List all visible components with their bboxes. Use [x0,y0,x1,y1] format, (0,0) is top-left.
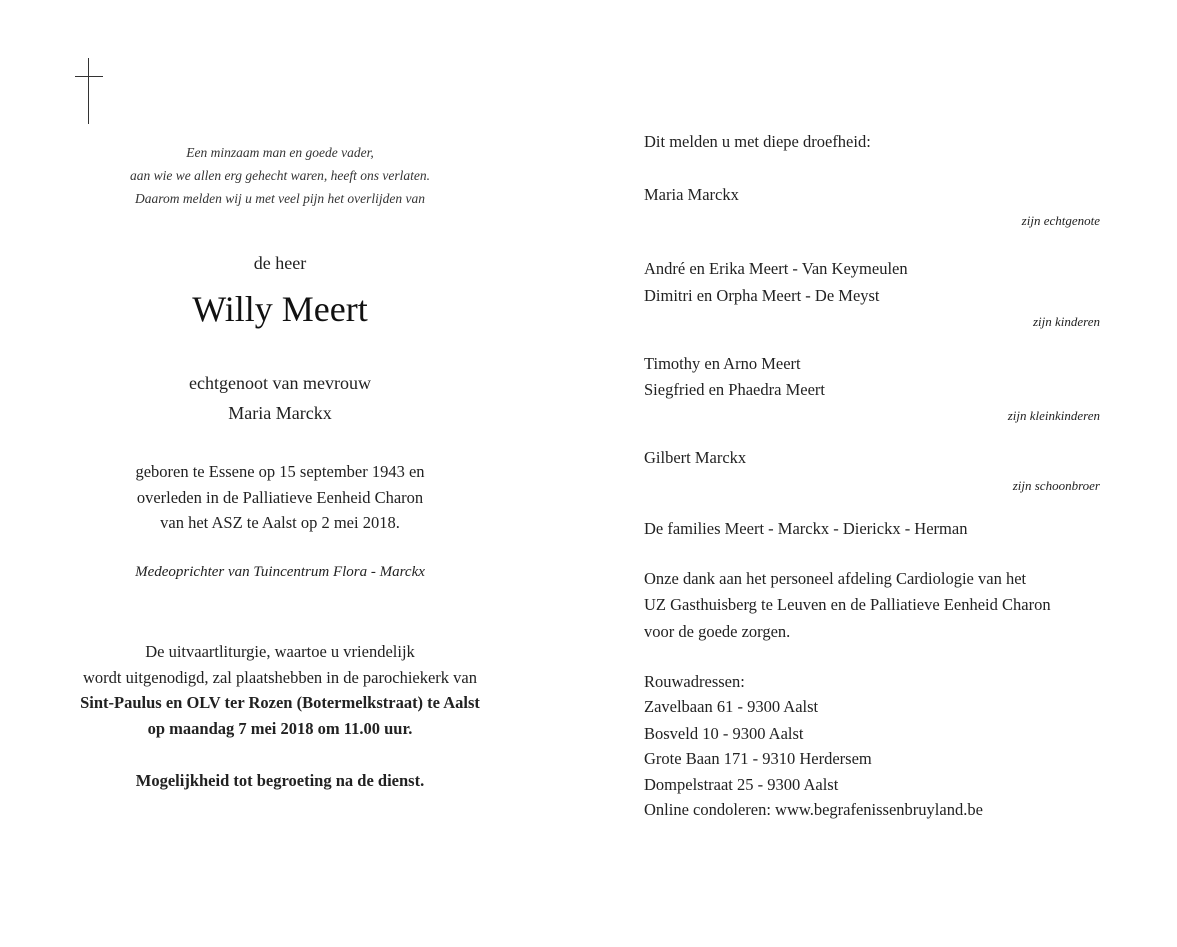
thanks-line: voor de goede zorgen. [644,622,791,641]
thanks-line: Onze dank aan het personeel afdeling Cardiologie van het [644,569,1027,588]
mourner-name: Siegfried en Phaedra Meert [644,380,825,399]
intro-text [40,141,520,210]
relation-label: zijn echtgenote [1021,213,1100,228]
honorific: de heer [253,253,307,273]
families-line: De families Meert - Marckx - Dierickx - Herman [644,519,968,538]
relation-label: zijn kleinkinderen [1007,408,1100,423]
mourner-name: André en Erika Meert - Van Keymeulen [644,259,908,278]
addresses-label: Rouwadressen: [644,672,745,691]
cross-icon [75,58,103,124]
announcement-heading: Dit melden u met diepe droefheid: [644,132,871,151]
life-line: overleden in de Palliatieve Eenheid Charon [136,487,424,507]
intro-line: Een minzaam man en goede vader, [186,145,374,160]
deceased-name: Willy Meert [192,289,368,329]
thanks-line: UZ Gasthuisberg te Leuven en de Palliatieve Eenheid Charon [644,595,1051,614]
founder-note: Medeoprichter van Tuincentrum Flora - Marckx [135,564,425,580]
address-line: Grote Baan 171 - 9310 Herdersem [644,749,872,768]
intro-line: Daarom melden wij u met veel pijn het overlijden van [134,191,426,206]
funeral-info [40,639,520,741]
address-line: Dompelstraat 25 - 9300 Aalst [644,775,839,794]
relation-label: zijn schoonbroer [1012,478,1100,493]
funeral-line: wordt uitgenodigd, zal plaatshebben in de parochiekerk van [82,667,478,687]
mourner-name: Dimitri en Orpha Meert - De Meyst [644,286,880,305]
spouse-block [40,368,520,428]
greeting-note: Mogelijkheid tot begroeting na de dienst. [135,771,425,790]
address-line: Zavelbaan 61 - 9300 Aalst [644,697,819,716]
spouse-line: Maria Marckx [228,403,332,423]
life-line: van het ASZ te Aalst op 2 mei 2018. [160,513,400,532]
spouse-line: echtgenoot van mevrouw [189,373,371,393]
funeral-location: Sint-Paulus en OLV ter Rozen (Botermelkstraat) te Aalst [80,693,480,712]
online-condolences: Online condoleren: www.begrafenissenbruyland.be [644,800,983,819]
funeral-datetime: op maandag 7 mei 2018 om 11.00 uur. [147,718,413,738]
mourner-name: Maria Marckx [644,185,739,204]
life-dates [40,459,520,536]
address-line: Bosveld 10 - 9300 Aalst [644,724,804,743]
intro-line: aan wie we allen erg gehecht waren, heeft ons verlaten. [129,168,431,183]
relation-label: zijn kinderen [1032,314,1100,329]
funeral-line: De uitvaartliturgie, waartoe u vriendelijk [145,642,415,661]
mourner-name: Gilbert Marckx [644,448,747,467]
mourner-name: Timothy en Arno Meert [644,354,801,373]
life-line: geboren te Essene op 15 september 1943 en [135,462,425,481]
